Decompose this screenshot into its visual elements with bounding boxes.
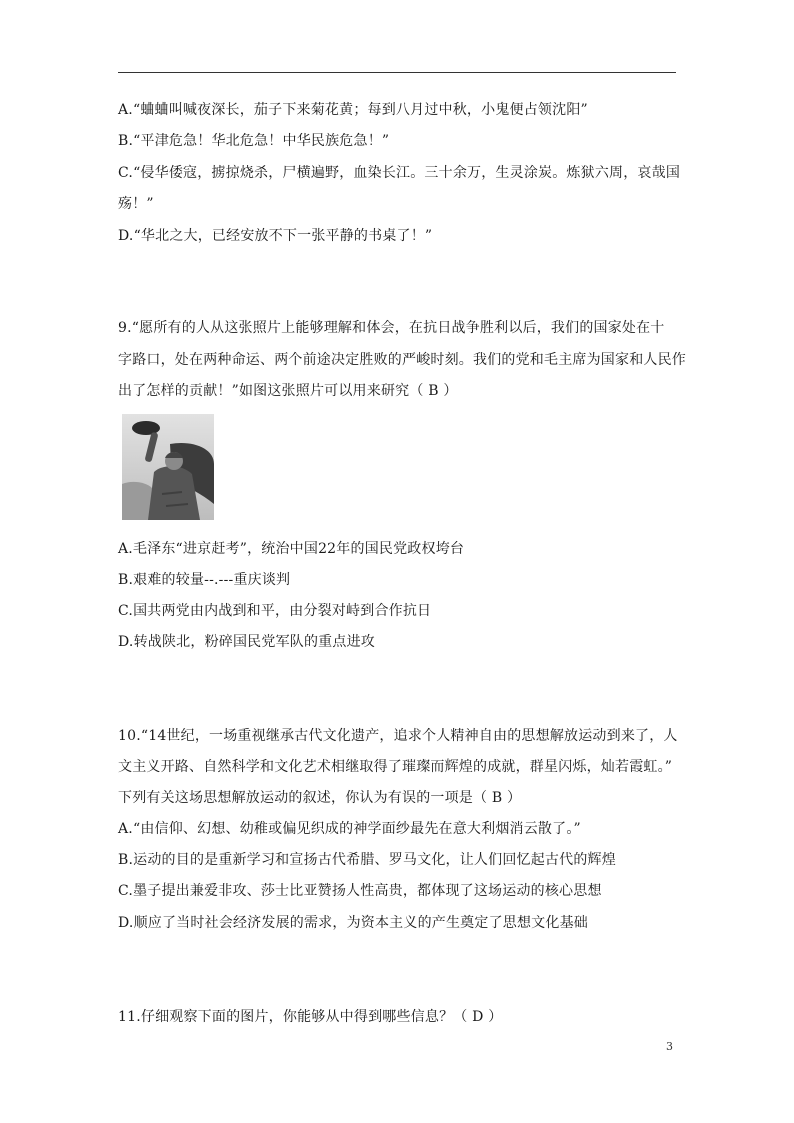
q9-stem-line1: 9.“愿所有的人从这张照片上能够理解和体会，在抗日战争胜利以后，我们的国家处在十 <box>118 320 665 336</box>
q8-option-a: A.“蛐蛐叫喊夜深长，茄子下来菊花黄；每到八月过中秋，小鬼便占领沈阳” <box>118 102 588 118</box>
q9-option-d: D.转战陕北，粉碎国民党军队的重点进攻 <box>118 634 375 650</box>
q10-option-c: C.墨子提出兼爱非攻、莎士比亚赞扬人性高贵，都体现了这场运动的核心思想 <box>118 883 602 899</box>
q9-option-b: B.艰难的较量--.---重庆谈判 <box>118 572 291 588</box>
q11-stem: 11.仔细观察下面的图片，你能够从中得到哪些信息？（ D ） <box>118 1009 503 1025</box>
q8-option-d: D.“华北之大，已经安放不下一张平静的书桌了！” <box>118 228 433 244</box>
q10-option-b: B.运动的目的是重新学习和宣扬古代希腊、罗马文化，让人们回忆起古代的辉煌 <box>118 852 616 868</box>
q10-stem-line3: 下列有关这场思想解放运动的叙述，你认为有误的一项是（ B ） <box>118 790 522 806</box>
q10-stem-line1: 10.“14世纪，一场重视继承古代文化遗产，追求个人精神自由的思想解放运动到来了，人 <box>118 728 678 744</box>
q9-stem-line3: 出了怎样的贡献！”如图这张照片可以用来研究（ B ） <box>118 383 458 399</box>
historical-photo <box>122 414 214 520</box>
header-rule <box>118 72 676 73</box>
q9-option-c: C.国共两党由内战到和平，由分裂对峙到合作抗日 <box>118 603 432 619</box>
page-number: 3 <box>666 1040 673 1053</box>
historical-photo-graphic <box>122 414 214 520</box>
q10-option-d: D.顺应了当时社会经济发展的需求，为资本主义的产生奠定了思想文化基础 <box>118 915 588 931</box>
q9-stem-line2: 字路口，处在两种命运、两个前途决定胜败的严峻时刻。我们的党和毛主席为国家和人民作 <box>118 352 686 368</box>
q10-option-a: A.“由信仰、幻想、幼稚或偏见织成的神学面纱最先在意大利烟消云散了。” <box>118 821 581 837</box>
q9-option-a: A.毛泽东“进京赶考”，统治中国22年的国民党政权垮台 <box>118 541 465 557</box>
q8-option-b: B.“平津危急！华北危急！中华民族危急！” <box>118 133 390 149</box>
q8-option-c-line1: C.“侵华倭寇，掳掠烧杀，尸横遍野，血染长江。三十余万，生灵涂炭。炼狱六周，哀哉国 <box>118 165 681 181</box>
q10-stem-line2: 文主义开路、自然科学和文化艺术相继取得了璀璨而辉煌的成就，群星闪烁，灿若霞虹。” <box>118 759 673 775</box>
q8-option-c-line2: 殇！” <box>118 196 154 212</box>
